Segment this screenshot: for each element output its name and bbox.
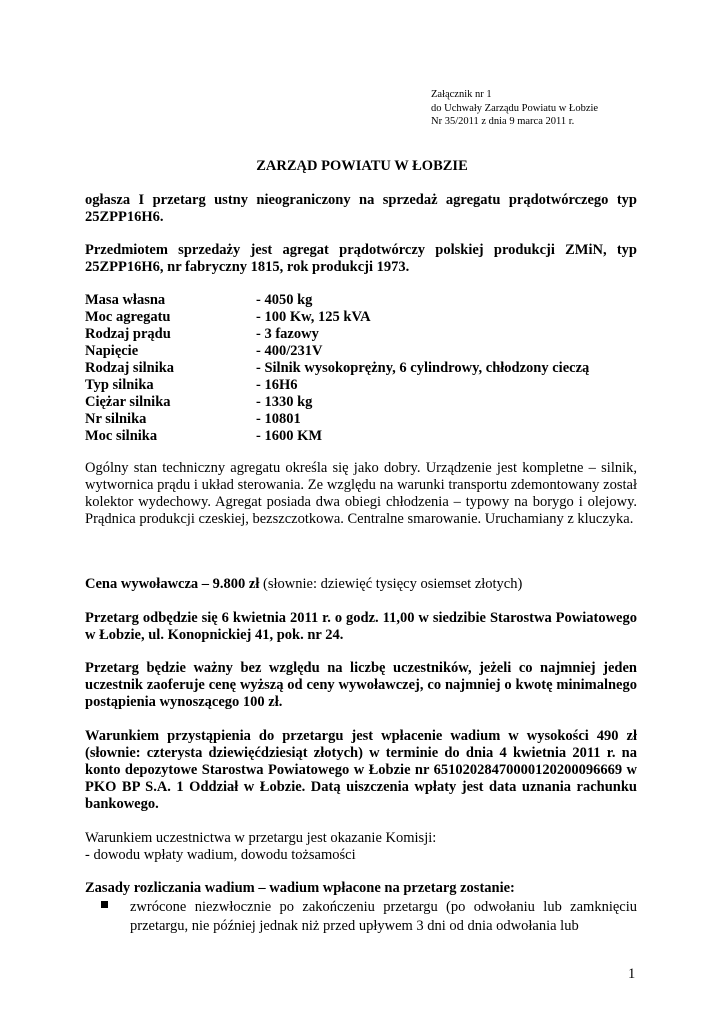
participation-paragraph [85, 830, 637, 864]
spec-value: - 1600 KM [256, 428, 323, 444]
spec-label: Rodzaj prądu [85, 326, 171, 342]
rules-list [101, 898, 637, 936]
spec-value: - 4050 kg [256, 292, 313, 308]
spec-label: Masa własna [85, 292, 166, 308]
annex-header [431, 88, 598, 129]
spec-value: - 16H6 [256, 377, 298, 393]
rules-heading: Zasady rozliczania wadium – wadium wpłacone na przetarg zostanie: [85, 880, 515, 896]
spec-label: Rodzaj silnika [85, 360, 175, 376]
price-paragraph [85, 576, 637, 593]
spec-label: Moc silnika [85, 428, 158, 444]
page-number: 1 [628, 966, 636, 982]
condition-paragraph: Ogólny stan techniczny agregatu określa się jako dobry. Urządzenie jest kompletne – silnik, wytwornica prądu i układ sterowania. Ze względu na warunki transportu zdemontowany został kolektor wydechowy. Agregat posiada dwa obiegi chłodzenia – typowy na borygo i olejowy. Prądnica produkcji czeskiej, bezszczotkowa. Centralne smarowanie. Uruchamiany z kluczyka. [85, 460, 637, 527]
spec-value: - Silnik wysokoprężny, 6 cylindrowy, chłodzony cieczą [256, 360, 590, 376]
participation-line-1: Warunkiem uczestnictwa w przetargu jest okazanie Komisji: [85, 830, 437, 846]
spec-label: Napięcie [85, 343, 139, 359]
document-title: ZARZĄD POWIATU W ŁOBZIE [256, 158, 468, 174]
price-words: (słownie: dziewięć tysięcy osiemset złotych) [259, 576, 523, 592]
spec-label: Nr silnika [85, 411, 147, 427]
list-item-text: zwrócone niezwłocznie po zakończeniu przetargu (po odwołaniu lub zamknięciu przetargu, nie później jednak niż przed upływem 3 dni od dnia odwołania lub [130, 899, 637, 934]
square-bullet-icon [101, 901, 108, 908]
subject-paragraph: Przedmiotem sprzedaży jest agregat prądotwórczy polskiej produkcji ZMiN, typ 25ZPP16H6, nr fabryczny 1815, rok produkcji 1973. [85, 242, 637, 275]
annex-line-2: do Uchwały Zarządu Powiatu w Łobzie [431, 102, 599, 114]
spec-label: Ciężar silnika [85, 394, 171, 410]
list-item [101, 898, 637, 936]
spec-value: - 1330 kg [256, 394, 313, 410]
spec-label: Typ silnika [85, 377, 154, 393]
participation-line-2: - dowodu wpłaty wadium, dowodu tożsamości [85, 847, 356, 863]
spec-value: - 3 fazowy [256, 326, 319, 342]
deposit-paragraph: Warunkiem przystąpienia do przetargu jest wpłacenie wadium w wysokości 490 zł (słownie: czterysta dziewięćdziesiąt złotych) w terminie do dnia 4 kwietnia 2011 r. na konto depozytowe Starostwa Powiatowego w Łobzie nr 65102028470000120200096669 w PKO BP S.A. 1 Oddział w Łobzie. Datą uiszczenia wpłaty jest data uznania rachunku bankowego. [85, 728, 637, 812]
intro-paragraph: ogłasza I przetarg ustny nieograniczony na sprzedaż agregatu prądotwórczego typ 25ZPP16H6. [85, 192, 637, 225]
validity-paragraph: Przetarg będzie ważny bez względu na liczbę uczestników, jeżeli co najmniej jeden uczestnik zaoferuje cenę wyższą od ceny wywoławczej, co najmniej o kwotę minimalnego postąpienia wynoszącego 100 zł. [85, 660, 637, 710]
spec-value: - 400/231V [256, 343, 323, 359]
annex-line-1: Załącznik nr 1 [431, 89, 492, 100]
price-amount: Cena wywoławcza – 9.800 zł [85, 576, 260, 592]
spec-value: - 100 Kw, 125 kVA [256, 309, 371, 325]
spec-value: - 10801 [256, 411, 301, 427]
spec-label: Moc agregatu [85, 309, 171, 325]
tender-date-paragraph: Przetarg odbędzie się 6 kwietnia 2011 r. o godz. 11,00 w siedzibie Starostwa Powiatowego w Łobzie, ul. Konopnickiej 41, pok. nr 24. [85, 610, 637, 643]
annex-line-3: Nr 35/2011 z dnia 9 marca 2011 r. [431, 116, 575, 127]
